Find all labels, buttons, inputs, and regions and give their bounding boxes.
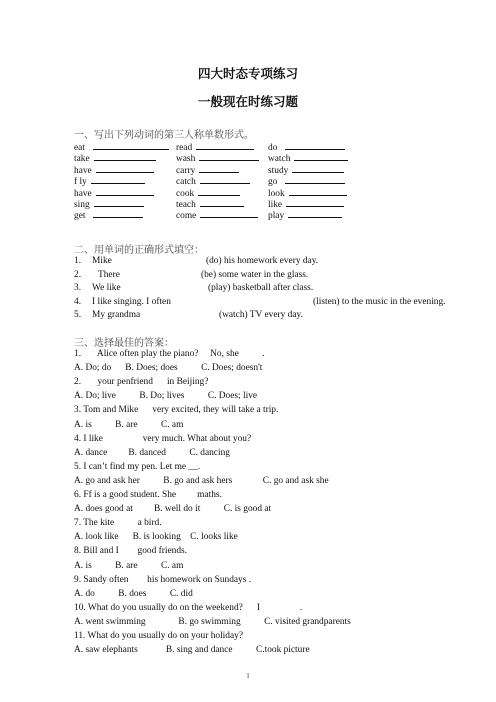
verb-word: have (74, 165, 92, 176)
answer-blank[interactable] (285, 174, 345, 184)
answer-options: A. Do; live B. Do; lives C. Does; live (74, 391, 258, 402)
question-text: 5. I can’t find my pen. Let me __. (74, 461, 201, 472)
answer-options: A. saw elephants B. sing and dance C.took picture (74, 645, 310, 656)
answer-blank[interactable] (198, 186, 240, 196)
item-number: 4. (74, 296, 82, 307)
item-number: 1. (74, 256, 82, 266)
item-lead-text: My grandma (92, 310, 141, 320)
item-number: 2. (74, 269, 82, 280)
item-number: 5. (74, 310, 82, 320)
item-lead-text: There (98, 269, 120, 280)
answer-blank[interactable] (94, 151, 156, 161)
verb-word: cook (176, 188, 195, 199)
question-text: 9. Sandy often his homework on Sundays . (74, 574, 252, 585)
verb-word: get (74, 211, 86, 222)
section2-heading: 二、用单词的正确形式填空： (74, 245, 204, 256)
verb-word: look (268, 188, 285, 199)
question-text: 10. What do you usually do on the weekend? I . (74, 602, 303, 613)
answer-blank[interactable] (286, 197, 344, 207)
answer-options: A. is B. are C. am (74, 560, 184, 571)
verb-word: read (176, 143, 193, 153)
item-hint-text: (watch) TV every day. (219, 310, 303, 320)
item-hint-text: (do) his homework every day. (206, 256, 319, 266)
answer-blank[interactable] (200, 174, 250, 184)
verb-word: f ly (74, 177, 87, 188)
verb-word: play (268, 211, 285, 222)
verb-cell (268, 208, 342, 222)
answer-blank[interactable] (93, 208, 143, 218)
answer-blank[interactable] (288, 208, 342, 218)
answer-options: A. dance B. danced C. dancing (74, 447, 230, 458)
verb-word: carry (176, 165, 196, 176)
item-number: 3. (74, 283, 82, 293)
answer-options: A. does good at B. well do it C. is good at (74, 504, 272, 515)
verb-word: do (268, 143, 278, 153)
question-text: 4. I like very much. What about you? (74, 433, 252, 444)
item-hint-text: (listen) to the music in the evening. (313, 296, 446, 307)
answer-options: A. is B. are C. am (74, 419, 184, 430)
item-lead-text: I like singing. I often (92, 296, 171, 307)
verb-word: wash (176, 154, 196, 165)
question-text: 11. What do you usually do on your holiday? (74, 631, 243, 641)
verb-word: watch (268, 154, 291, 165)
section1-heading: 一、写出下列动词的第三人称单数形式。 (74, 130, 254, 141)
question-text: 2. your penfriend in Beijing? (74, 377, 209, 388)
answer-blank[interactable] (289, 186, 347, 196)
answer-blank[interactable] (93, 140, 169, 150)
question-text: 6. Ff is a good student. She maths. (74, 490, 222, 500)
answer-blank[interactable] (285, 140, 345, 150)
answer-blank[interactable] (292, 163, 344, 173)
answer-blank[interactable] (96, 163, 154, 173)
answer-options: A. went swimming B. go swimming C. visited grandparents (74, 616, 351, 627)
answer-blank[interactable] (199, 151, 259, 161)
page-title: 四大时态专项练习 (197, 66, 298, 81)
answer-blank[interactable] (96, 186, 154, 196)
item-hint-text: (play) basketball after class. (208, 283, 314, 293)
verb-word: catch (176, 177, 196, 188)
answer-blank[interactable] (294, 151, 348, 161)
question-text: 8. Bill and I good friends. (74, 546, 188, 557)
answer-blank[interactable] (196, 140, 254, 150)
question-text: 3. Tom and Mike very excited, they will take a trip. (74, 405, 279, 416)
answer-options: A. go and ask her B. go and ask hers C. go and ask she (74, 475, 329, 486)
answer-blank[interactable] (200, 208, 258, 218)
verb-word: have (74, 188, 92, 199)
verb-word: teach (176, 200, 196, 210)
page-subtitle: 一般现在时练习题 (197, 94, 298, 109)
verb-word: like (268, 200, 283, 210)
page-number: 1 (246, 672, 250, 680)
verb-word: go (268, 177, 278, 188)
item-hint-text: (be) some water in the glass. (201, 269, 309, 280)
verb-cell (176, 208, 258, 222)
answer-blank[interactable] (200, 197, 244, 207)
answer-options: A. do B. does C. did (74, 588, 193, 599)
answer-blank[interactable] (94, 197, 144, 207)
answer-blank[interactable] (199, 163, 239, 173)
question-text: 7. The kite a bird. (74, 518, 162, 529)
section3-heading: 三、选择最佳的答案： (74, 338, 174, 349)
verb-word: come (176, 211, 197, 222)
verb-cell (74, 208, 143, 222)
verb-word: study (268, 165, 289, 176)
item-lead-text: Mike (92, 256, 112, 266)
verb-word: take (74, 154, 90, 165)
verb-word: sing (74, 200, 90, 210)
answer-options: A. Do; do B. Does; does C. Does; doesn't (74, 363, 263, 374)
verb-word: eat (74, 143, 85, 153)
answer-blank[interactable] (91, 174, 145, 184)
answer-options: A. look like B. is looking C. looks like (74, 532, 238, 543)
question-text: 1. Alice often play the piano? No, she . (74, 349, 265, 359)
item-lead-text: We like (92, 283, 121, 293)
